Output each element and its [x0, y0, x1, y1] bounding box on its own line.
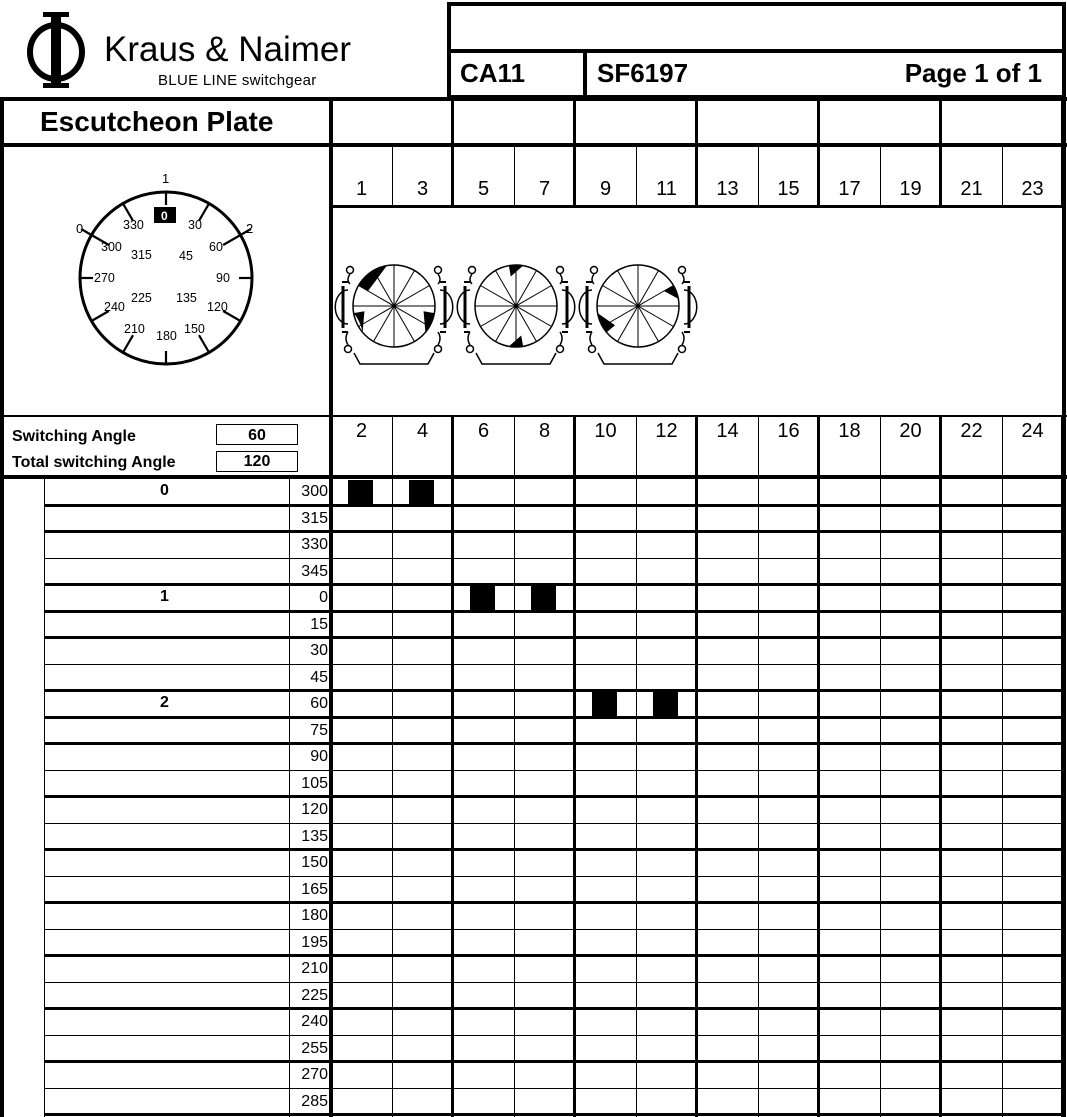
row-angle: 105: [301, 774, 328, 792]
grid-line: [44, 530, 1066, 533]
dial-angle-label: 45: [179, 249, 193, 263]
terminal-top-number: 3: [416, 178, 429, 200]
terminal-bottom-number: 10: [594, 420, 617, 442]
row-position: 0: [160, 482, 169, 499]
dial-angle-label: 315: [131, 248, 152, 262]
cam-contact-element-2: [457, 265, 575, 364]
grid-line: [44, 716, 1066, 719]
row-angle: 180: [301, 907, 328, 924]
header-blank-cell: [447, 2, 1066, 53]
row-angle: 45: [310, 668, 328, 686]
row-angle: 210: [301, 960, 328, 977]
contact-closed-marker: [592, 692, 617, 717]
dial-angle-label: 270: [94, 271, 115, 285]
dial-tick: [199, 335, 209, 352]
dial-angle-label: 210: [124, 322, 145, 336]
terminal-bottom-number: 18: [838, 420, 861, 442]
grid-line: [636, 479, 637, 1117]
grid-line: [44, 1088, 1066, 1089]
grid-line: [44, 795, 1066, 798]
contact-closed-marker: [470, 586, 495, 611]
grid-line: [817, 99, 820, 145]
row-angle: 75: [310, 721, 328, 739]
row-angle: 90: [310, 748, 328, 765]
grid-line: [451, 479, 454, 1117]
grid-line: [44, 770, 1066, 771]
row-angle: 150: [301, 854, 328, 871]
grid-line: [44, 742, 1066, 745]
total-switching-angle-value: 120: [243, 453, 271, 470]
grid-line: [451, 99, 454, 145]
header-part-cell: [583, 49, 1066, 99]
terminal-top-number: 9: [599, 178, 612, 200]
brand-tagline: BLUE LINE switchgear: [158, 72, 317, 89]
page-indicator: Page 1 of 1: [904, 58, 1042, 88]
terminal-bottom-number: 14: [716, 420, 739, 442]
contact-closed-marker: [409, 480, 434, 505]
terminal-top-number: 23: [1021, 178, 1044, 200]
grid-line: [695, 479, 698, 1117]
cam-contact-element-3: [579, 265, 697, 364]
grid-line: [44, 1007, 1066, 1010]
row-angle: 15: [310, 615, 328, 633]
dial-angle-label: 180: [156, 329, 177, 343]
total-switching-angle-label: Total switching Angle: [12, 454, 176, 471]
terminal-top-number: 1: [355, 178, 368, 200]
terminal-top-number: 13: [716, 178, 739, 200]
dial-angle-label: 60: [209, 240, 223, 254]
dial-center-marker: 0: [161, 209, 168, 223]
grid-line: [44, 1060, 1066, 1063]
dial-angle-label: 330: [123, 218, 144, 232]
frame-line: [0, 97, 1067, 101]
grid-line: [1002, 479, 1003, 1117]
row-angle: 240: [301, 1013, 328, 1030]
terminal-bottom-number: 2: [355, 420, 368, 442]
terminal-top-number: 5: [477, 178, 490, 200]
grid-line: [44, 558, 1066, 559]
row-angle: 345: [301, 562, 328, 580]
grid-line: [1061, 479, 1064, 1117]
part-number: SF6197: [597, 58, 689, 88]
dial-angle-label: 225: [131, 291, 152, 305]
cam-contact-element-1: [335, 265, 453, 364]
terminal-bottom-number: 4: [416, 420, 429, 442]
grid-line: [44, 876, 1066, 877]
row-angle: 315: [301, 509, 328, 527]
dial-angle-label: 150: [184, 322, 205, 336]
grid-line: [44, 848, 1066, 851]
grid-line: [392, 479, 393, 1117]
dial-left-label: 0: [76, 221, 84, 236]
header-model-cell: [447, 49, 587, 99]
grid-line: [817, 479, 820, 1117]
switching-angle-label: Switching Angle: [12, 428, 136, 445]
dial-tick: [123, 335, 133, 352]
row-angle: 300: [301, 483, 328, 500]
section-title: Escutcheon Plate: [40, 106, 274, 137]
terminal-top-number: 19: [899, 178, 922, 200]
contact-closed-marker: [348, 480, 373, 505]
row-position: 1: [160, 588, 169, 605]
dial-right-label: 2: [246, 221, 254, 236]
contact-closed-marker: [531, 586, 556, 611]
terminal-bottom-number: 12: [655, 420, 678, 442]
row-angle: 270: [301, 1066, 328, 1083]
terminal-top-number: 21: [960, 178, 983, 200]
row-position: 2: [160, 694, 169, 711]
terminal-bottom-number: 24: [1021, 420, 1044, 442]
grid-line: [939, 99, 942, 145]
frame-line: [0, 97, 4, 1117]
grid-line: [44, 664, 1066, 665]
grid-line: [1061, 99, 1064, 145]
row-angle: 195: [301, 933, 328, 951]
grid-line: [44, 982, 1066, 983]
row-angle: 255: [301, 1039, 328, 1057]
grid-line: [44, 954, 1066, 957]
row-angle: 120: [301, 801, 328, 818]
grid-line: [880, 479, 881, 1117]
grid-line: [44, 901, 1066, 904]
row-angle: 165: [301, 880, 328, 898]
terminal-bottom-number: 20: [899, 420, 922, 442]
terminal-bottom-number: 8: [538, 420, 551, 442]
contact-closed-marker: [653, 692, 678, 717]
grid-line: [695, 99, 698, 145]
grid-line: [44, 636, 1066, 639]
dial-angle-label: 300: [101, 240, 122, 254]
grid-line: [939, 479, 942, 1117]
terminal-top-number: 15: [777, 178, 800, 200]
terminal-top-number: 11: [656, 178, 677, 200]
terminal-top-number: 17: [838, 178, 861, 200]
frame-line: [0, 475, 1067, 479]
grid-line: [44, 689, 1066, 692]
model-code: CA11: [460, 58, 526, 88]
grid-line: [44, 929, 1066, 930]
switching-angle-value: 60: [248, 427, 266, 444]
grid-line: [44, 504, 1066, 507]
terminal-bottom-number: 6: [477, 420, 490, 442]
grid-line: [758, 479, 759, 1117]
grid-line: [573, 479, 576, 1117]
row-angle: 60: [310, 695, 328, 712]
dial-top-label: 1: [162, 171, 170, 186]
terminal-bottom-number: 22: [960, 420, 983, 442]
grid-line: [573, 99, 576, 145]
contact-diagram: [333, 208, 1062, 415]
row-angle: 30: [310, 642, 328, 659]
dial-angle-label: 30: [188, 218, 202, 232]
escutcheon-dial: [60, 165, 270, 375]
dial-angle-label: 135: [176, 291, 197, 305]
dial-angle-label: 90: [216, 271, 230, 285]
row-angle: 135: [301, 827, 328, 845]
grid-line: [44, 479, 45, 1117]
row-angle: 285: [301, 1092, 328, 1110]
terminal-top-number: 7: [538, 178, 551, 200]
row-angle: 330: [301, 536, 328, 553]
row-angle: 0: [319, 589, 328, 606]
row-angle: 225: [301, 986, 328, 1004]
grid-line: [514, 479, 515, 1117]
dial-angle-label: 240: [104, 300, 125, 314]
dial-angle-label: 120: [207, 300, 228, 314]
grid-line: [44, 823, 1066, 824]
grid-line: [44, 1113, 1066, 1116]
terminal-bottom-number: 16: [777, 420, 800, 442]
kraus-naimer-logo-icon: [20, 10, 100, 90]
grid-line: [44, 1035, 1066, 1036]
frame-line: [0, 143, 1067, 147]
brand-name: Kraus & Naimer: [104, 30, 352, 69]
frame-line: [0, 415, 1067, 417]
logo-area: [0, 0, 448, 99]
